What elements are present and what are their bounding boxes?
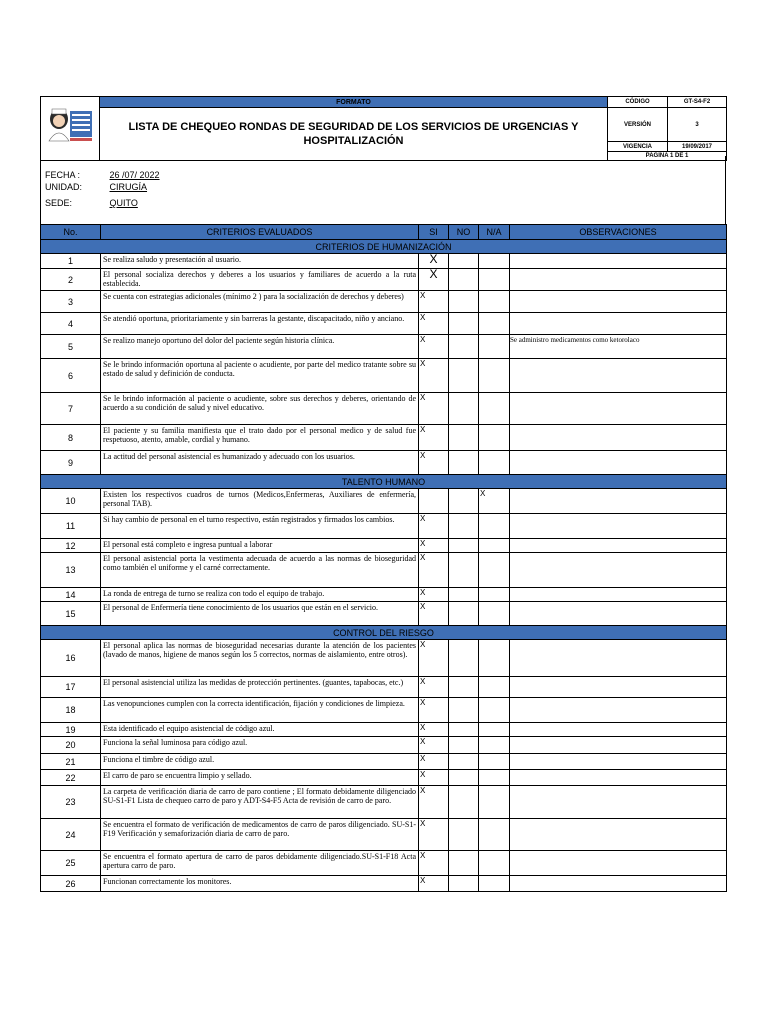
observation-text [510,723,727,737]
row-number: 18 [41,698,101,723]
no-mark [449,451,479,475]
table-row [41,451,727,475]
no-mark [449,640,479,677]
row-number: 11 [41,514,101,539]
na-mark [479,451,510,475]
si-mark: X [419,737,449,754]
criterion-text: Se realiza saludo y presentación al usuario. [101,254,419,269]
table-row [41,269,727,291]
page-indicator: PAGINA 1 DE 1 [608,152,727,161]
table-row [41,553,727,588]
fecha-value: 26 /07/ 2022 [109,170,160,180]
si-mark: X [419,723,449,737]
table-row [41,640,727,677]
checklist-sheet [40,96,726,892]
no-mark [449,425,479,451]
criterion-text: El personal aplica las normas de bioseguridad necesarias durante la atención de los pacientes (lavado de manos, higiene de manos según los 5 correctos, normas de aislamiento, entre otros). [101,640,419,677]
si-mark: X [419,254,449,269]
no-mark [449,819,479,851]
criterion-text: El personal está completo e ingresa puntual a laborar [101,539,419,553]
table-row [41,489,727,514]
row-number: 7 [41,393,101,425]
si-mark: X [419,640,449,677]
criterion-text: La carpeta de verificación diaria de carro de paro contiene ; El formato debidamente diligenciado SU-S1-F1 Lista de chequeo carro de paro y ADT-S4-F5 Acta de revisión de carro de paro. [101,786,419,819]
observation-text [510,291,727,313]
observation-text [510,770,727,786]
row-number: 5 [41,335,101,359]
row-number: 14 [41,588,101,602]
table-row [41,602,727,626]
table-row [41,425,727,451]
no-mark [449,514,479,539]
vigencia-label: VIGENCIA [608,142,668,152]
codigo-label: CÓDIGO [608,97,668,108]
no-mark [449,698,479,723]
criterion-text: El paciente y su familia manifiesta que el trato dado por el personal medico y de salud fue respetuoso, atento, amable, cordial y humano. [101,425,419,451]
table-row [41,291,727,313]
criterion-text: El personal de Enfermería tiene conocimiento de los usuarios que están en el servicio. [101,602,419,626]
table-row [41,819,727,851]
codigo-value: GT-S4-F2 [668,97,727,108]
section-header-control-riesgo [41,626,727,640]
observation-text [510,269,727,291]
unidad-value: CIRUGÍA [109,182,148,192]
criterion-text: Se encuentra el formato apertura de carro de paros debidamente diligenciado.SU-S1-F18 Acta apertura carro de paro. [101,851,419,876]
document-title: LISTA DE CHEQUEO RONDAS DE SEGURIDAD DE LOS SERVICIOS DE URGENCIAS Y HOSPITALIZACIÓN [100,108,608,161]
table-row [41,359,727,393]
si-mark: X [419,393,449,425]
row-number: 22 [41,770,101,786]
row-number: 26 [41,876,101,892]
no-mark [449,677,479,698]
nurse-logo-icon [41,97,98,155]
observation-text [510,489,727,514]
na-mark [479,313,510,335]
no-mark [449,539,479,553]
na-mark [479,254,510,269]
unidad-row [45,182,147,192]
criterion-text: Se cuenta con estrategias adicionales (mínimo 2 ) para la socialización de derechos y deberes) [101,291,419,313]
no-mark [449,876,479,892]
observation-text [510,677,727,698]
no-mark [449,254,479,269]
sede-label: SEDE: [45,198,73,208]
criterion-text: Se atendió oportuna, prioritariamente y sin barreras la gestante, discapacitado, niño y anciano. [101,313,419,335]
observation-text [510,588,727,602]
si-mark [419,489,449,514]
na-mark [479,851,510,876]
si-mark: X [419,770,449,786]
vigencia-value: 19/09/2017 [668,142,727,152]
col-header-no: No. [41,225,101,240]
section-header-humanizacion [41,240,727,254]
si-mark: X [419,588,449,602]
section-title: CRITERIOS DE HUMANIZACIÓN [41,240,727,254]
row-number: 4 [41,313,101,335]
si-mark: X [419,359,449,393]
row-number: 23 [41,786,101,819]
na-mark [479,514,510,539]
observation-text [510,425,727,451]
observation-text [510,876,727,892]
observation-text [510,851,727,876]
si-mark: X [419,677,449,698]
row-number: 6 [41,359,101,393]
table-row [41,677,727,698]
criterion-text: Se le brindo información oportuna al paciente o acudiente, por parte del medico tratante sobre su estado de salud y definición de conducta. [101,359,419,393]
criterion-text: Se realizo manejo oportuno del dolor del paciente según historia clínica. [101,335,419,359]
si-mark: X [419,602,449,626]
no-mark [449,553,479,588]
logo-cell [41,97,100,161]
observation-text: Se administro medicamentos como ketorolaco [510,335,727,359]
na-mark [479,553,510,588]
na-mark [479,335,510,359]
col-header-observaciones: OBSERVACIONES [510,225,727,240]
row-number: 15 [41,602,101,626]
criterion-text: Se le brindo información al paciente o acudiente, sobre sus derechos y deberes, orientando de acuerdo a su condición de salud y nivel educativo. [101,393,419,425]
table-row [41,754,727,770]
observation-text [510,359,727,393]
row-number: 13 [41,553,101,588]
criterion-text: Si hay cambio de personal en el turno respectivo, están registrados y firmados los cambios. [101,514,419,539]
row-number: 1 [41,254,101,269]
sede-value: QUITO [109,198,138,208]
fecha-label: FECHA : [45,170,81,180]
observation-text [510,737,727,754]
observation-text [510,698,727,723]
na-mark [479,737,510,754]
table-row [41,786,727,819]
si-mark: X [419,291,449,313]
observation-text [510,786,727,819]
si-mark: X [419,269,449,291]
row-number: 19 [41,723,101,737]
criterion-text: Existen los respectivos cuadros de turnos (Medicos,Enfermeras, Auxiliares de enfermería, personal TAB). [101,489,419,514]
na-mark [479,425,510,451]
na-mark [479,291,510,313]
si-mark: X [419,754,449,770]
row-number: 12 [41,539,101,553]
no-mark [449,602,479,626]
na-mark [479,754,510,770]
no-mark [449,723,479,737]
si-mark: X [419,335,449,359]
no-mark [449,489,479,514]
na-mark [479,602,510,626]
si-mark: X [419,425,449,451]
version-label: VERSIÓN [608,108,668,142]
na-mark [479,723,510,737]
row-number: 2 [41,269,101,291]
si-mark: X [419,313,449,335]
section-title: TALENTO HUMANO [41,475,727,489]
row-number: 20 [41,737,101,754]
row-number: 16 [41,640,101,677]
na-mark: X [479,489,510,514]
row-number: 24 [41,819,101,851]
observation-text [510,539,727,553]
section-header-talento-humano [41,475,727,489]
criteria-table [40,224,727,892]
table-row [41,335,727,359]
si-mark: X [419,819,449,851]
na-mark [479,393,510,425]
fecha-row [45,170,160,180]
observation-text [510,451,727,475]
observation-text [510,313,727,335]
col-header-si: SI [419,225,449,240]
document-header [40,96,726,159]
na-mark [479,819,510,851]
criterion-text: Se encuentra el formato de verificación de medicamentos de carro de paros diligenciado. SU-S1-F19 Verificación y semaforización diaria de carro de paro. [101,819,419,851]
na-mark [479,698,510,723]
criterion-text: El carro de paro se encuentra limpio y sellado. [101,770,419,786]
criterion-text: La ronda de entrega de turno se realiza con todo el equipo de trabajo. [101,588,419,602]
si-mark: X [419,876,449,892]
na-mark [479,539,510,553]
observation-text [510,553,727,588]
na-mark [479,269,510,291]
criterion-text: La actitud del personal asistencial es humanizado y adecuado con los usuarios. [101,451,419,475]
formato-label: FORMATO [100,97,608,108]
observation-text [510,254,727,269]
na-mark [479,588,510,602]
table-row [41,851,727,876]
no-mark [449,291,479,313]
table-row [41,313,727,335]
table-row [41,588,727,602]
na-mark [479,786,510,819]
si-mark: X [419,451,449,475]
no-mark [449,737,479,754]
observation-text [510,514,727,539]
na-mark [479,359,510,393]
no-mark [449,770,479,786]
row-number: 17 [41,677,101,698]
sede-row [45,198,138,208]
table-row [41,539,727,553]
table-row [41,393,727,425]
criterion-text: El personal socializa derechos y deberes a los usuarios y familiares de acuerdo a la ruta establecida. [101,269,419,291]
si-mark: X [419,698,449,723]
na-mark [479,876,510,892]
col-header-criterios: CRITERIOS EVALUADOS [101,225,419,240]
criterion-text: El personal asistencial porta la vestimenta adecuada de acuerdo a las normas de bioseguridad como también el uniforme y el carné correctamente. [101,553,419,588]
row-number: 10 [41,489,101,514]
row-number: 3 [41,291,101,313]
no-mark [449,335,479,359]
si-mark: X [419,786,449,819]
si-mark: X [419,539,449,553]
table-row [41,514,727,539]
criterion-text: Funciona la señal luminosa para código azul. [101,737,419,754]
si-mark: X [419,553,449,588]
no-mark [449,359,479,393]
no-mark [449,851,479,876]
row-number: 25 [41,851,101,876]
criterion-text: Las venopunciones cumplen con la correcta identificación, fijación y condiciones de limpieza. [101,698,419,723]
info-block [40,156,726,224]
unidad-label: UNIDAD: [45,182,83,192]
col-header-no-answer: NO [449,225,479,240]
observation-text [510,602,727,626]
si-mark: X [419,851,449,876]
criterion-text: Esta identificado el equipo asistencial de código azul. [101,723,419,737]
observation-text [510,754,727,770]
table-row [41,254,727,269]
version-value: 3 [668,108,727,142]
criterion-text: El personal asistencial utiliza las medidas de protección pertinentes. (guantes, tapabocas, etc.) [101,677,419,698]
si-mark: X [419,514,449,539]
observation-text [510,640,727,677]
no-mark [449,754,479,770]
col-header-na: N/A [479,225,510,240]
criterion-text: Funciona el timbre de código azul. [101,754,419,770]
no-mark [449,786,479,819]
na-mark [479,677,510,698]
table-row [41,876,727,892]
criterion-text: Funcionan correctamente los monitores. [101,876,419,892]
table-row [41,723,727,737]
table-header-row [41,225,727,240]
row-number: 9 [41,451,101,475]
observation-text [510,819,727,851]
table-row [41,737,727,754]
table-row [41,770,727,786]
section-title: CONTROL DEL RIESGO [41,626,727,640]
na-mark [479,640,510,677]
no-mark [449,588,479,602]
no-mark [449,269,479,291]
no-mark [449,313,479,335]
na-mark [479,770,510,786]
table-row [41,698,727,723]
observation-text [510,393,727,425]
row-number: 8 [41,425,101,451]
row-number: 21 [41,754,101,770]
no-mark [449,393,479,425]
